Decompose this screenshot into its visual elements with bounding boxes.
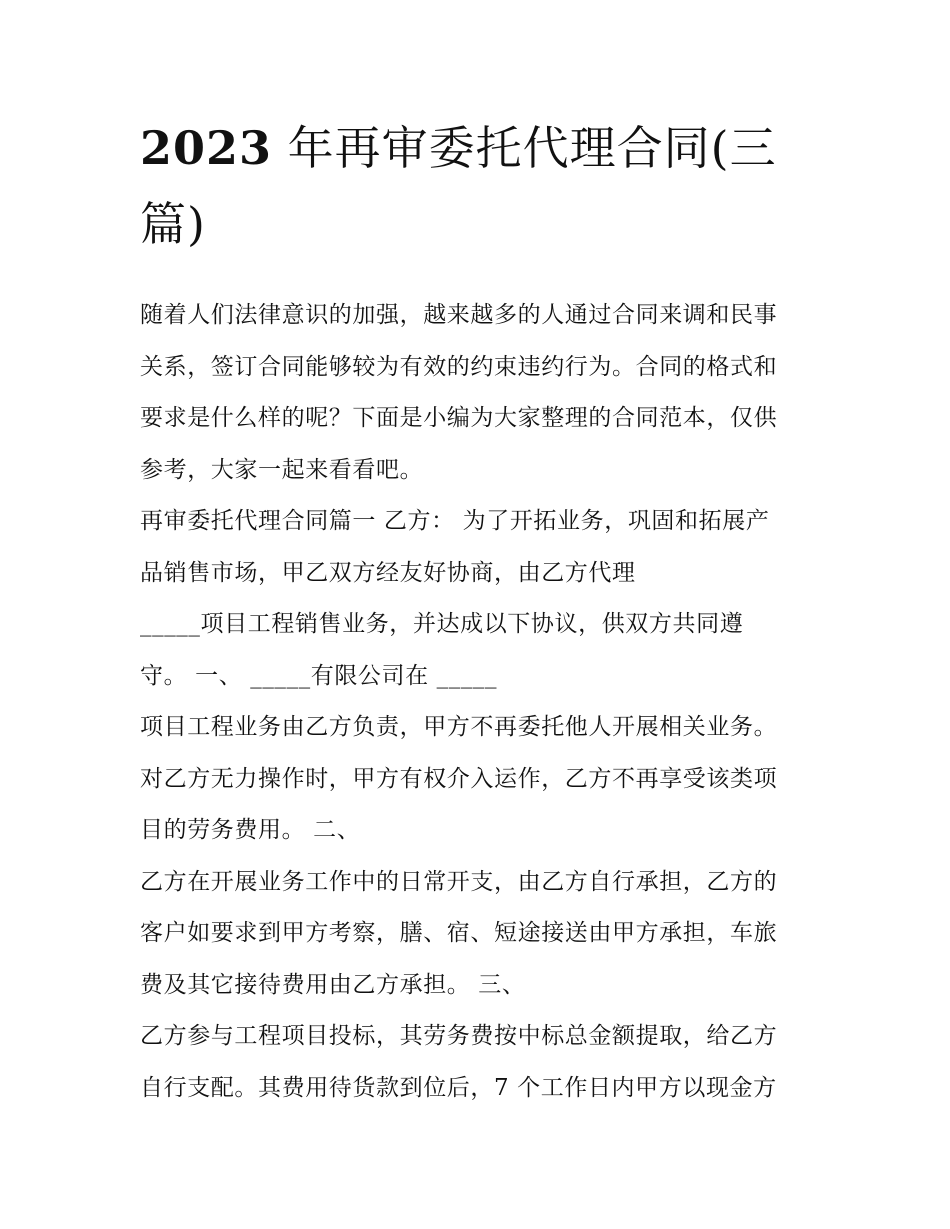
body-line: 要求是什么样的呢？下面是小编为大家整理的合同范本，仅供 [140,405,778,431]
body-line: 费及其它接待费用由乙方承担。 三、 [140,971,526,998]
body-line: 目的劳务费用。 二、 [140,817,361,843]
title-year: 2023 [140,121,273,175]
document-body [140,290,830,1114]
title-line-1 [140,110,830,186]
body-line: 项目工程业务由乙方负责，甲方不再委托他人开展相关业务。 [140,714,778,740]
body-line: 乙方参与工程项目投标，其劳务费按中标总金额提取，给乙方 [140,1023,778,1049]
body-line: 再审委托代理合同篇一 乙方： 为了开拓业务，巩固和拓展产 [140,508,770,534]
document-title [140,110,830,262]
body-line: 守。 一、 _____有限公司在 _____ [140,662,498,689]
body-line: 参考，大家一起来看看吧。 [140,456,424,483]
body-line: _____项目工程销售业务，并达成以下协议，供双方共同遵 [140,611,744,637]
body-line: 乙方在开展业务工作中的日常开支，由乙方自行承担，乙方的 [140,868,778,895]
document-page [140,110,830,1114]
body-line: 关系，签订合同能够较为有效的约束违约行为。合同的格式和 [140,353,778,380]
body-line: 品销售市场，甲乙双方经友好协商，由乙方代理 [140,559,636,586]
title-text: 年再审委托代理合同(三 [287,121,777,175]
body-line: 自行支配。其费用待货款到位后，7 个工作日内甲方以现金方 [140,1074,777,1101]
title-line-2: 篇) [140,197,206,251]
body-line: 对乙方无力操作时，甲方有权介入运作，乙方不再享受该类项 [140,765,778,792]
body-line: 随着人们法律意识的加强，越来越多的人通过合同来调和民事 [140,302,778,328]
body-line: 客户如要求到甲方考察，膳、宿、短途接送由甲方承担，车旅 [140,920,778,946]
